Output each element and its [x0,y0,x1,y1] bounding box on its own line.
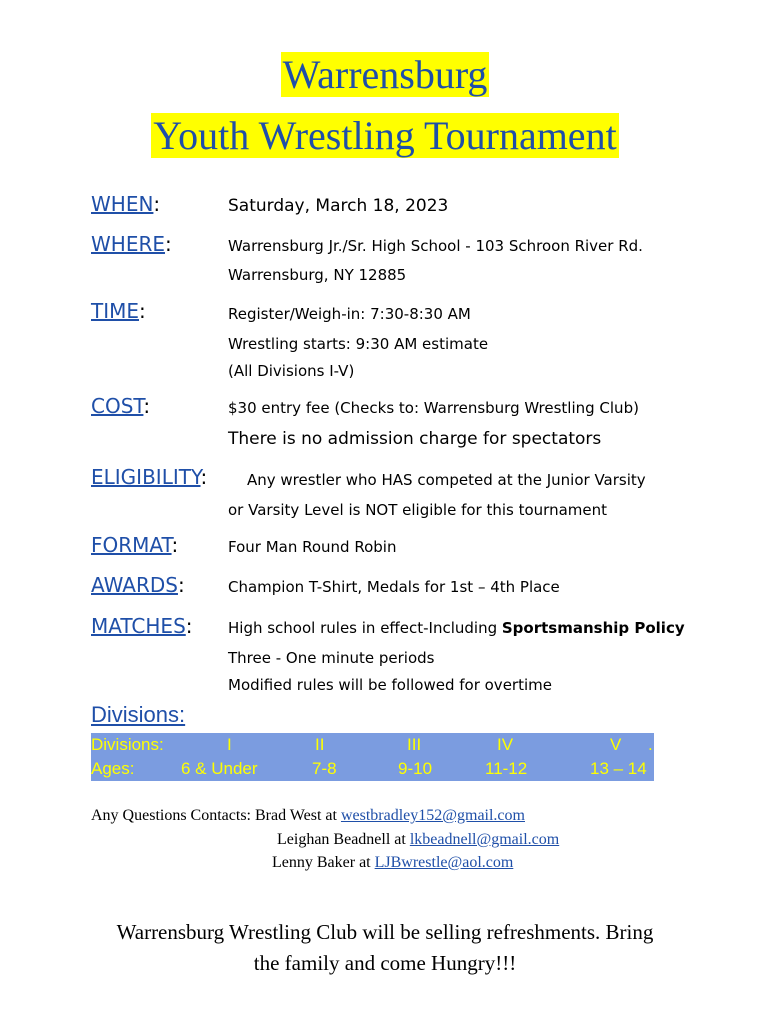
contact-name-2: Leighan Beadnell at [277,831,410,848]
divisions-heading: Divisions: [91,702,186,727]
divisions-trailing-mark: . [648,735,653,754]
matches-colon: : [185,614,193,638]
division-age-2: 7-8 [312,759,337,778]
division-name-4: IV [497,735,514,754]
cost-line-1: $30 entry fee (Checks to: Warrensburg Wrestling Club) [228,399,639,417]
contact-line-2 [277,830,559,850]
where-colon: : [164,232,172,256]
where-line-2: Warrensburg, NY 12885 [228,266,407,284]
division-age-5: 13 – 14 [590,759,647,778]
where-label-text: WHERE [91,232,165,256]
eligibility-label-text: ELIGIBILITY [91,465,201,489]
when-label [91,192,160,216]
contact-name-3: Lenny Baker at [272,854,375,871]
eligibility-line-2: or Varsity Level is NOT eligible for this tournament [228,501,608,519]
email-link-leighan-beadnell[interactable]: lkbeadnell@gmail.com [409,831,560,848]
cost-label-text: COST [91,394,144,418]
time-label [91,299,146,323]
email-link-lenny-baker[interactable]: LJBwrestle@aol.com [374,854,514,871]
title-line-1 [0,50,770,100]
title-line-2 [0,111,770,161]
eligibility-label [91,465,207,489]
contact-line-3 [272,853,513,873]
division-age-1: 6 & Under [181,759,258,778]
format-label [91,533,178,557]
division-name-2: II [315,735,325,754]
divisions-row [91,733,654,757]
closing-line-2: the family and come Hungry!!! [253,951,517,975]
time-colon: : [139,299,146,323]
eligibility-line-1: Any wrestler who HAS competed at the Junior Varsity [247,471,646,489]
format-label-text: FORMAT [91,533,172,557]
format-value: Four Man Round Robin [228,538,397,556]
when-colon: : [153,192,161,216]
cost-line-2: There is no admission charge for spectators [228,429,602,449]
time-line-1: Register/Weigh-in: 7:30-8:30 AM [228,305,471,323]
matches-line-3: Modified rules will be followed for overtime [228,676,552,694]
when-label-text: WHEN [91,192,154,216]
closing-line-1: Warrensburg Wrestling Club will be selling refreshments. Bring [116,920,654,944]
format-colon: : [171,533,179,557]
ages-row [91,757,654,781]
matches-rules-text: High school rules in effect-Including [228,619,502,637]
time-line-2: Wrestling starts: 9:30 AM estimate [228,335,489,353]
division-name-1: I [227,735,232,754]
awards-label-text: AWARDS [91,573,178,597]
matches-label [91,614,193,638]
cost-label [91,394,150,418]
division-age-3: 9-10 [398,759,433,778]
awards-label [91,573,185,597]
eligibility-colon: : [200,465,208,489]
cost-colon: : [143,394,151,418]
matches-label-text: MATCHES [91,614,186,638]
time-line-3: (All Divisions I-V) [228,362,355,380]
title-text-1: Warrensburg [282,52,488,97]
contact-line-1 [91,806,525,826]
awards-colon: : [177,573,185,597]
when-value: Saturday, March 18, 2023 [228,196,449,216]
ages-row-label: Ages: [91,759,135,778]
where-line-1: Warrensburg Jr./Sr. High School - 103 Schroon River Rd. [228,237,643,255]
matches-line-1 [228,618,685,638]
sportsmanship-policy-text: Sportsmanship Policy [501,619,685,637]
division-name-3: III [407,735,422,754]
division-age-4: 11-12 [485,759,528,778]
contact-intro: Any Questions Contacts: Brad West at [91,807,341,824]
awards-value: Champion T-Shirt, Medals for 1st – 4th Place [228,578,560,596]
title-text-2: Youth Wrestling Tournament [153,113,617,158]
where-label [91,232,172,256]
time-label-text: TIME [91,299,140,323]
divisions-row-label: Divisions: [91,735,164,754]
matches-line-2: Three - One minute periods [228,649,435,667]
division-name-5: V [610,735,622,754]
email-link-brad-west[interactable]: westbradley152@gmail.com [340,807,525,824]
